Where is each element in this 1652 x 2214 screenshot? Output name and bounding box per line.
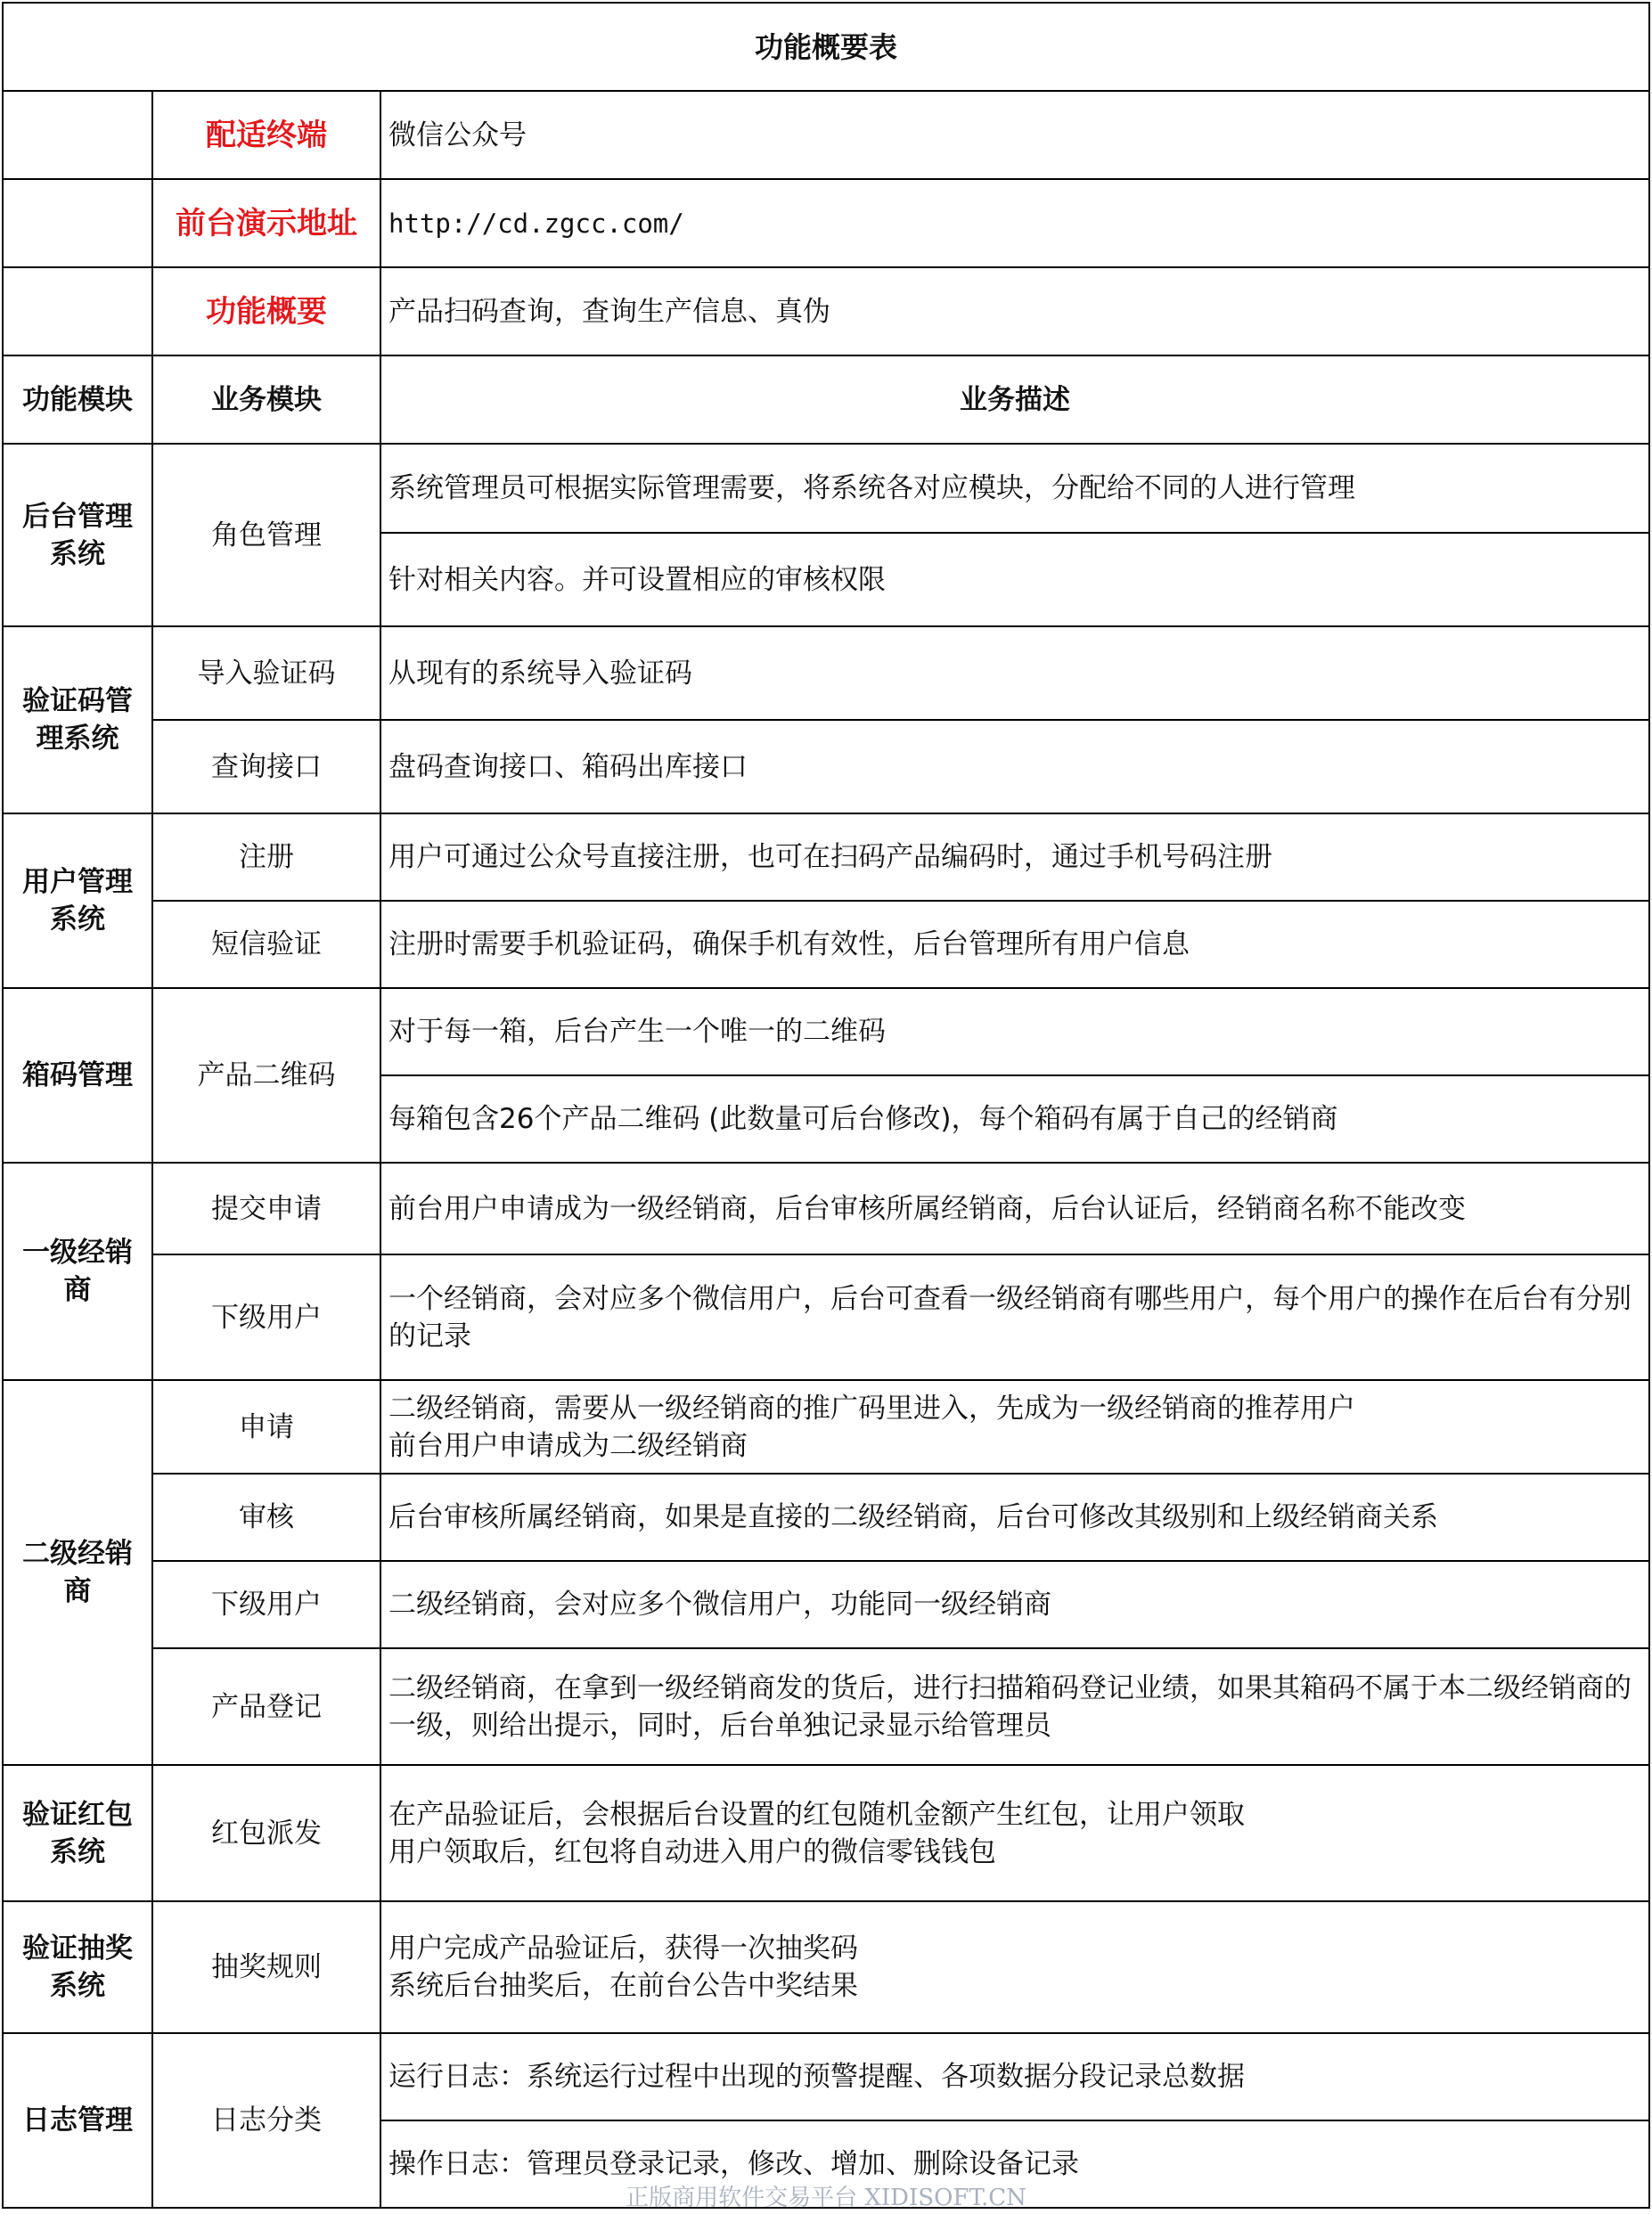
desc-sms: 注册时需要手机验证码，确保手机有效性，后台管理所有用户信息 <box>380 901 1649 988</box>
desc-role-1: 系统管理员可根据实际管理需要，将系统各对应模块，分配给不同的人进行管理 <box>380 444 1649 533</box>
module-log: 日志管理 <box>3 2033 152 2208</box>
demo-address-label: 前台演示地址 <box>152 179 380 267</box>
desc-red-packet-line-1: 在产品验证后，会根据后台设置的红包随机金额产生红包，让用户领取 <box>388 1798 1245 1831</box>
demo-address-link[interactable]: http://cd.zgcc.com/ <box>380 179 1649 267</box>
business-sub-users-1: 下级用户 <box>152 1254 380 1380</box>
header-business: 业务模块 <box>152 355 380 444</box>
header-module: 功能模块 <box>3 355 152 444</box>
desc-box-2: 每箱包含26个产品二维码 (此数量可后台修改)，每个箱码有属于自己的经销商 <box>380 1075 1649 1163</box>
desc-register: 用户可通过公众号直接注册，也可在扫码产品编码时，通过手机号码注册 <box>380 813 1649 901</box>
desc-run-log: 运行日志：系统运行过程中出现的预警提醒、各项数据分段记录总数据 <box>380 2033 1649 2120</box>
module-box-code: 箱码管理 <box>3 988 152 1163</box>
business-log-category: 日志分类 <box>152 2033 380 2208</box>
desc-lottery-line-1: 用户完成产品验证后，获得一次抽奖码 <box>388 1932 858 1965</box>
business-query-api: 查询接口 <box>152 720 380 813</box>
module-verify-code: 验证码管理系统 <box>3 626 152 813</box>
business-role-management: 角色管理 <box>152 444 380 626</box>
desc-apply-line-2: 前台用户申请成为二级经销商 <box>388 1429 748 1462</box>
terminal-value: 微信公众号 <box>380 91 1649 179</box>
overview-value: 产品扫码查询，查询生产信息、真伪 <box>380 267 1649 355</box>
business-product-register: 产品登记 <box>152 1648 380 1765</box>
desc-lottery <box>380 1901 1649 2033</box>
desc-audit: 后台审核所属经销商，如果是直接的二级经销商，后台可修改其级别和上级经销商关系 <box>380 1474 1649 1561</box>
business-red-packet-dispatch: 红包派发 <box>152 1765 380 1901</box>
desc-role-2: 针对相关内容。并可设置相应的审核权限 <box>380 533 1649 626</box>
business-lottery-rule: 抽奖规则 <box>152 1901 380 2033</box>
business-sms: 短信验证 <box>152 901 380 988</box>
function-overview-table <box>2 2 1650 2209</box>
business-apply: 申请 <box>152 1380 380 1474</box>
business-audit: 审核 <box>152 1474 380 1561</box>
desc-query-api: 盘码查询接口、箱码出库接口 <box>380 720 1649 813</box>
module-user: 用户管理系统 <box>3 813 152 988</box>
business-sub-users-2: 下级用户 <box>152 1561 380 1648</box>
desc-sub-users-1: 一个经销商，会对应多个微信用户，后台可查看一级经销商有哪些用户，每个用户的操作在后台有分别的记录 <box>380 1254 1649 1380</box>
desc-apply <box>380 1380 1649 1474</box>
desc-sub-users-2: 二级经销商，会对应多个微信用户，功能同一级经销商 <box>380 1561 1649 1648</box>
header-description: 业务描述 <box>380 355 1649 444</box>
desc-red-packet-line-2: 用户领取后，红包将自动进入用户的微信零钱钱包 <box>388 1835 996 1868</box>
desc-red-packet <box>380 1765 1649 1901</box>
desc-box-1: 对于每一箱，后台产生一个唯一的二维码 <box>380 988 1649 1075</box>
module-lottery: 验证抽奖系统 <box>3 1901 152 2033</box>
table-title: 功能概要表 <box>3 3 1649 91</box>
watermark-footer: 正版商用软件交易平台 XIDISOFT.CN <box>626 2185 1026 2211</box>
desc-product-register: 二级经销商，在拿到一级经销商发的货后，进行扫描箱码登记业绩，如果其箱码不属于本二级经销商的一级，则给出提示，同时，后台单独记录显示给管理员 <box>380 1648 1649 1765</box>
desc-submit-apply: 前台用户申请成为一级经销商，后台审核所属经销商，后台认证后，经销商名称不能改变 <box>380 1163 1649 1254</box>
module-dealer-level1: 一级经销商 <box>3 1163 152 1380</box>
module-red-packet: 验证红包系统 <box>3 1765 152 1901</box>
module-backend: 后台管理系统 <box>3 444 152 626</box>
business-register: 注册 <box>152 813 380 901</box>
desc-apply-line-1: 二级经销商，需要从一级经销商的推广码里进入，先成为一级经销商的推荐用户 <box>388 1392 1355 1425</box>
terminal-label: 配适终端 <box>152 91 380 179</box>
module-dealer-level2: 二级经销商 <box>3 1380 152 1765</box>
business-submit-apply: 提交申请 <box>152 1163 380 1254</box>
desc-import-code: 从现有的系统导入验证码 <box>380 626 1649 720</box>
business-import-code: 导入验证码 <box>152 626 380 720</box>
desc-operation-log: 操作日志：管理员登录记录，修改、增加、删除设备记录 <box>380 2120 1649 2208</box>
overview-label: 功能概要 <box>152 267 380 355</box>
business-product-qr: 产品二维码 <box>152 988 380 1163</box>
desc-lottery-line-2: 系统后台抽奖后，在前台公告中奖结果 <box>388 1970 858 2002</box>
